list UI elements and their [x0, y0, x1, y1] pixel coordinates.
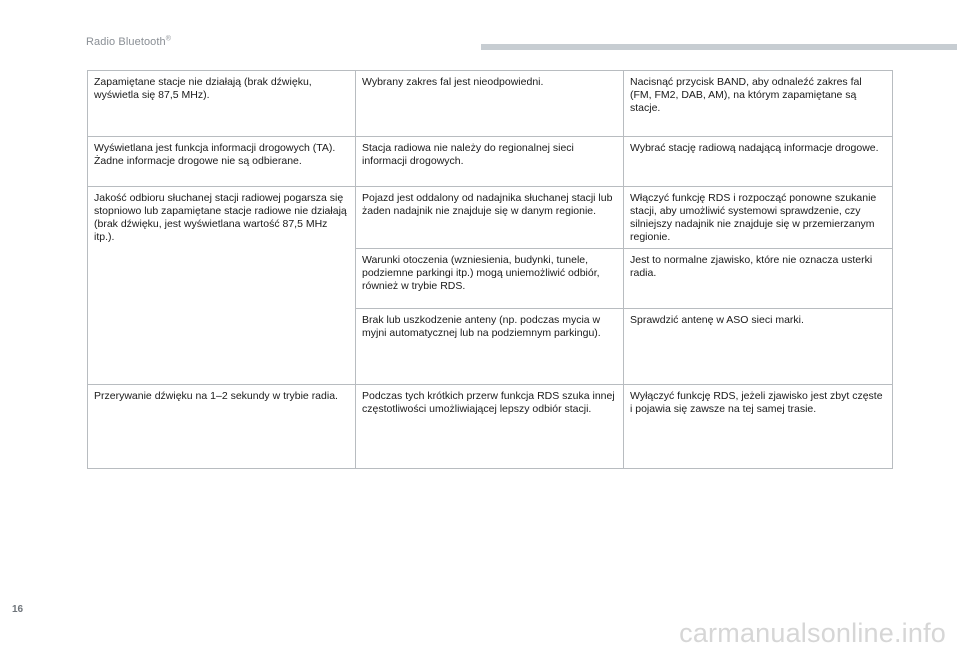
registered-mark: ® — [165, 35, 172, 43]
problem-cell: Przerywanie dźwięku na 1–2 sekundy w trybie radia. — [88, 385, 356, 469]
solution-cell: Nacisnąć przycisk BAND, aby odnaleźć zakres fal (FM, FM2, DAB, AM), na którym zapamiętane są stacje. — [624, 71, 893, 137]
troubleshooting-table — [87, 70, 893, 469]
cause-cell: Stacja radiowa nie należy do regionalnej sieci informacji drogowych. — [356, 137, 624, 187]
cause-cell: Podczas tych krótkich przerw funkcja RDS szuka innej częstotliwości umożliwiającej lepszy odbiór stacji. — [356, 385, 624, 469]
solution-cell: Wybrać stację radiową nadającą informacje drogowe. — [624, 137, 893, 187]
solution-cell: Wyłączyć funkcję RDS, jeżeli zjawisko jest zbyt częste i pojawia się zawsze na tej samej trasie. — [624, 385, 893, 469]
table-row — [88, 187, 893, 249]
solution-cell: Jest to normalne zjawisko, które nie oznacza usterki radia. — [624, 249, 893, 309]
cause-cell: Warunki otoczenia (wzniesienia, budynki, tunele, podziemne parkingi itp.) mogą uniemożliwić odbiór, również w trybie RDS. — [356, 249, 624, 309]
table-row — [88, 137, 893, 187]
solution-cell: Sprawdzić antenę w ASO sieci marki. — [624, 309, 893, 385]
cause-cell: Pojazd jest oddalony od nadajnika słuchanej stacji lub żaden nadajnik nie znajduje się w danym regionie. — [356, 187, 624, 249]
section-title-text: Radio Bluetooth — [86, 36, 166, 48]
watermark: carmanualsonline.info — [679, 618, 946, 648]
problem-cell: Zapamiętane stacje nie działają (brak dźwięku, wyświetla się 87,5 MHz). — [88, 71, 356, 137]
table-row — [88, 385, 893, 469]
page-number: 16 — [12, 604, 24, 615]
problem-cell: Wyświetlana jest funkcja informacji drogowych (TA). Żadne informacje drogowe nie są odbierane. — [88, 137, 356, 187]
solution-cell: Włączyć funkcję RDS i rozpocząć ponowne szukanie stacji, aby umożliwić systemowi sprawdzenie, czy silniejszy nadajnik nie znajduje się w przemierzanym regionie. — [624, 187, 893, 249]
problem-cell: Jakość odbioru słuchanej stacji radiowej pogarsza się stopniowo lub zapamiętane stacje radiowe nie działają (brak dźwięku, jest wyświetlana wartość 87,5 MHz itp.). — [88, 187, 356, 385]
table-row — [88, 71, 893, 137]
header-bar — [481, 44, 957, 50]
cause-cell: Wybrany zakres fal jest nieodpowiedni. — [356, 71, 624, 137]
cause-cell: Brak lub uszkodzenie anteny (np. podczas mycia w myjni automatycznej lub na podziemnym parkingu). — [356, 309, 624, 385]
section-title — [86, 36, 171, 48]
